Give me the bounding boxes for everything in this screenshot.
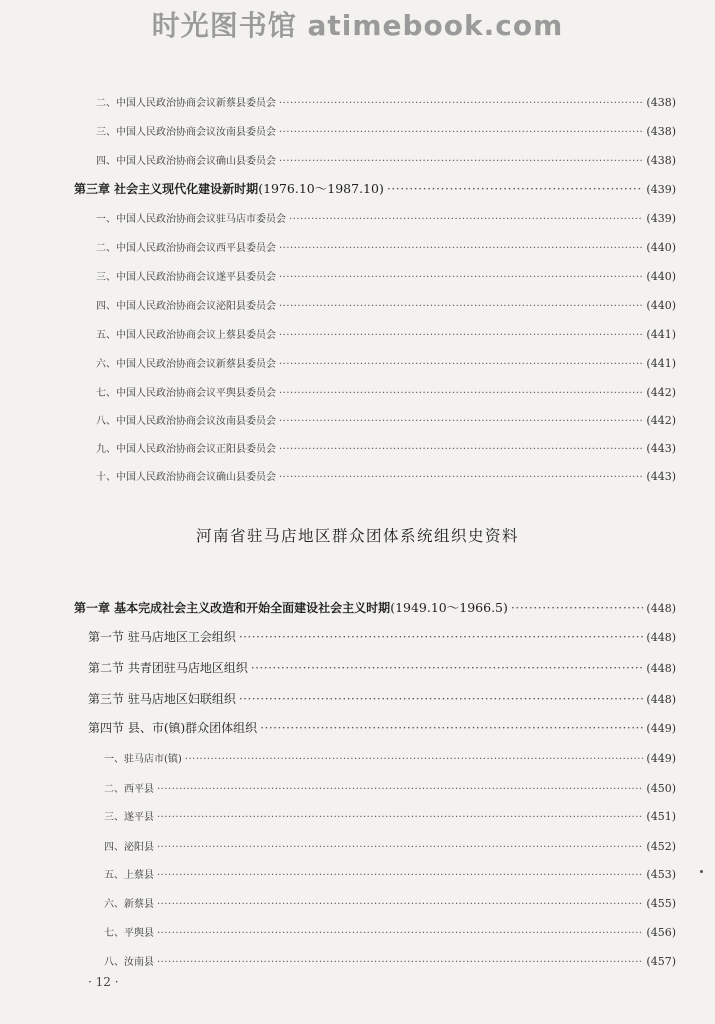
toc-item [96,94,676,109]
toc-item-label: 四、泌阳县 [104,842,154,853]
toc-item [96,355,676,370]
chapter-period: (1949.10～1966.5) [390,600,508,615]
toc-item-label: 八、汝南县 [104,957,154,968]
toc-item-label: 五、中国人民政治协商会议上蔡县委员会 [96,330,276,341]
leader-dots [279,98,643,109]
section-item [88,719,676,736]
leader-dots [279,416,643,427]
section-item [88,659,676,676]
leader-dots [260,721,643,735]
toc-item-page: (440) [646,270,676,283]
leader-dots [279,156,643,167]
toc-item [96,468,676,483]
page-number: · 12 · [88,975,119,989]
toc-item [96,152,676,167]
toc-item-label: 四、中国人民政治协商会议泌阳县委员会 [96,301,276,312]
leader-dots [279,301,643,312]
chapter-heading [74,179,676,197]
section-page: (448) [646,693,676,706]
leader-dots [279,444,643,455]
toc-item-page: (442) [646,414,676,427]
section-label: 第一节 驻马店地区工会组织 [88,630,236,644]
leader-dots [157,870,643,881]
part-title: 河南省驻马店地区群众团体系统组织史资料 [195,527,519,545]
leader-dots [511,600,644,615]
toc-item-page: (438) [646,125,676,138]
leader-dots [157,957,643,968]
toc-item [96,210,676,225]
toc-item [104,750,676,765]
section-label: 第四节 县、市(镇)群众团体组织 [88,721,258,735]
chapter-page: (448) [646,602,676,615]
toc-item-label: 三、中国人民政治协商会议遂平县委员会 [96,272,276,283]
toc-item-page: (442) [646,386,676,399]
leader-dots [387,181,644,196]
toc-item [96,123,676,138]
leader-dots [279,127,643,138]
leader-dots [279,330,643,341]
section-page: (448) [646,631,676,644]
toc-item-label: 十、中国人民政治协商会议确山县委员会 [96,472,276,483]
chapter-heading [74,598,676,616]
toc-item [96,384,676,399]
toc-item-label: 七、平舆县 [104,928,154,939]
chapter-period: (1976.10～1987.10) [258,181,384,196]
leader-dots [157,812,643,823]
toc-item-label: 一、中国人民政治协商会议驻马店市委员会 [96,214,286,225]
leader-dots [157,842,643,853]
toc-item-page: (449) [646,752,676,765]
toc-item-page: (452) [646,840,676,853]
toc-item-label: 二、中国人民政治协商会议新蔡县委员会 [96,98,276,109]
leader-dots [289,214,643,225]
leader-dots [279,243,643,254]
toc-item-page: (455) [646,897,676,910]
toc-item-page: (456) [646,926,676,939]
chapter-title: 第一章 基本完成社会主义改造和开始全面建设社会主义时期 [74,601,391,615]
chapter-page: (439) [646,183,676,196]
toc-item-page: (440) [646,241,676,254]
toc-item-label: 七、中国人民政治协商会议平舆县委员会 [96,388,276,399]
toc-item [96,326,676,341]
toc-item-page: (450) [646,782,676,795]
toc-item-page: (439) [646,212,676,225]
toc-item-label: 三、中国人民政治协商会议汝南县委员会 [96,127,276,138]
toc-item [104,838,676,853]
toc-item-page: (443) [646,470,676,483]
toc-item-label: 六、中国人民政治协商会议新蔡县委员会 [96,359,276,370]
toc-item-label: 五、上蔡县 [104,870,154,881]
toc-item [104,953,676,968]
toc-item [96,268,676,283]
leader-dots [157,928,643,939]
toc-item-label: 八、中国人民政治协商会议汝南县委员会 [96,416,276,427]
section-label: 第三节 驻马店地区妇联组织 [88,692,236,706]
section-item [88,628,676,645]
toc-item-page: (443) [646,442,676,455]
section-label: 第二节 共青团驻马店地区组织 [88,661,248,675]
toc-item-page: (451) [646,810,676,823]
chapter-title: 第三章 社会主义现代化建设新时期 [74,182,259,196]
leader-dots [185,754,644,765]
leader-dots [279,359,643,370]
toc-item [96,412,676,427]
toc-item [96,440,676,455]
toc-item-page: (438) [646,154,676,167]
leader-dots [239,630,644,644]
leader-dots [157,784,643,795]
toc-item [104,808,676,823]
leader-dots [279,272,643,283]
toc-item-page: (441) [646,357,676,370]
toc-item [104,866,676,881]
watermark: 时光图书馆 atimebook.com [151,9,564,42]
toc-item-page: (453) [646,868,676,881]
section-item [88,690,676,707]
leader-dots [279,388,643,399]
toc-item-label: 二、中国人民政治协商会议西平县委员会 [96,243,276,254]
leader-dots [157,899,643,910]
toc-item-label: 三、遂平县 [104,812,154,823]
leader-dots [251,661,644,675]
toc-item-label: 六、新蔡县 [104,899,154,910]
scan-speck [700,870,703,873]
toc-item-page: (457) [646,955,676,968]
toc-item [96,297,676,312]
toc-item-label: 四、中国人民政治协商会议确山县委员会 [96,156,276,167]
toc-item-label: 一、驻马店市(镇) [104,754,182,765]
toc-item [104,924,676,939]
toc-item [104,895,676,910]
leader-dots [239,692,644,706]
toc-item [96,239,676,254]
leader-dots [279,472,643,483]
toc-item-page: (440) [646,299,676,312]
toc-item-page: (438) [646,96,676,109]
section-page: (449) [646,722,676,735]
toc-item-label: 九、中国人民政治协商会议正阳县委员会 [96,444,276,455]
toc-item-page: (441) [646,328,676,341]
toc-item-label: 二、西平县 [104,784,154,795]
toc-item [104,780,676,795]
section-page: (448) [646,662,676,675]
